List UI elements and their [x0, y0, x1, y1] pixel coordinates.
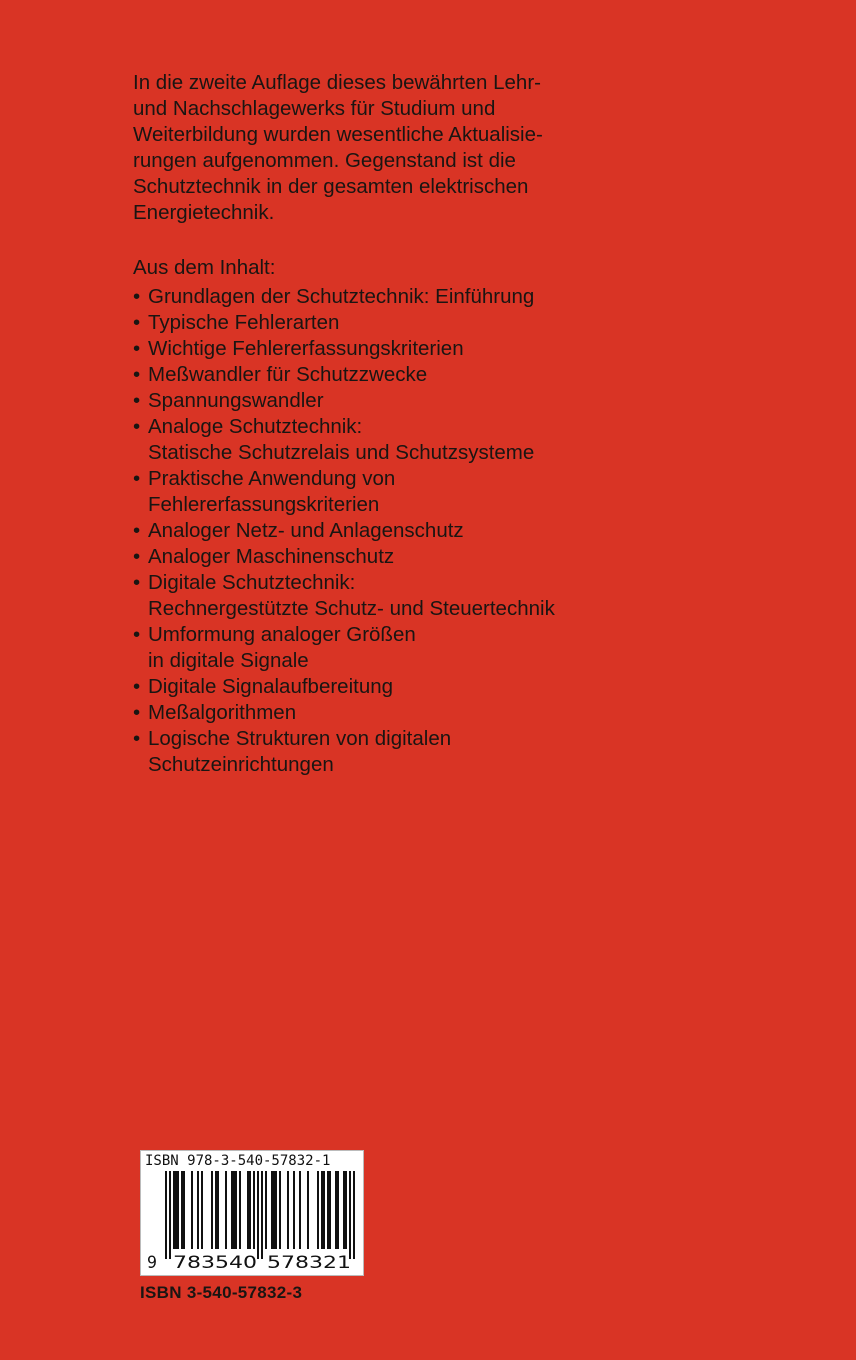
- barcode-bar: [323, 1171, 325, 1249]
- barcode-bar: [335, 1171, 337, 1249]
- contents-item-text: Fehlererfassungskriterien: [148, 493, 380, 516]
- barcode-bar: [173, 1171, 175, 1249]
- contents-item-text: Rechnergestützte Schutz- und Steuertechnik: [148, 597, 555, 620]
- contents-item: [133, 518, 555, 544]
- intro-line: rungen aufgenommen. Gegenstand ist die: [133, 149, 516, 172]
- contents-item: [133, 622, 555, 674]
- barcode-bar: [321, 1171, 323, 1249]
- barcode-bar: [257, 1171, 259, 1259]
- contents-item: [133, 414, 555, 466]
- contents-item-text: Digitale Schutztechnik:: [148, 571, 356, 594]
- barcode-bar: [253, 1171, 255, 1249]
- contents-item-text: Analoge Schutztechnik:: [148, 415, 363, 438]
- bullet-icon: •: [133, 571, 141, 594]
- barcode-bar: [197, 1171, 199, 1249]
- contents-item-text: Wichtige Fehlererfassungskriterien: [148, 337, 464, 360]
- barcode-bar: [239, 1171, 241, 1249]
- contents-item: [133, 336, 555, 362]
- bullet-icon: •: [133, 467, 141, 490]
- contents-item-text: in digitale Signale: [148, 649, 309, 672]
- bullet-icon: •: [133, 623, 141, 646]
- contents-item-text: Praktische Anwendung von: [148, 467, 396, 490]
- isbn-number: ISBN 3-540-57832-3: [140, 1283, 303, 1302]
- contents-item-text: Statische Schutzrelais und Schutzsysteme: [148, 441, 535, 464]
- contents-item-text: Umformung analoger Größen: [148, 623, 416, 646]
- contents-item-text: Meßalgorithmen: [148, 701, 297, 724]
- barcode-bar: [299, 1171, 301, 1249]
- contents-list: [133, 284, 555, 778]
- bullet-icon: •: [133, 285, 141, 308]
- barcode-bar: [353, 1171, 355, 1259]
- barcode-bar: [169, 1171, 171, 1259]
- intro-line: In die zweite Auflage dieses bewährten Lehr-: [133, 71, 541, 94]
- contents-item-text: Spannungswandler: [148, 389, 324, 412]
- bullet-icon: •: [133, 415, 141, 438]
- barcode-bar: [181, 1171, 183, 1249]
- barcode-bar: [287, 1171, 289, 1249]
- barcode-bar: [343, 1171, 345, 1249]
- barcode-bar: [247, 1171, 249, 1249]
- contents-item-text: Grundlagen der Schutztechnik: Einführung: [148, 285, 535, 308]
- contents-item-text: Logische Strukturen von digitalen: [148, 727, 452, 750]
- barcode-bar: [307, 1171, 309, 1249]
- barcode-bar: [165, 1171, 167, 1259]
- barcode-bar: [201, 1171, 203, 1249]
- intro-line: Energietechnik.: [133, 201, 275, 224]
- barcode-bar: [345, 1171, 347, 1249]
- intro-line: Schutztechnik in der gesamten elektrischen: [133, 175, 529, 198]
- barcode-digits: 9: [147, 1253, 157, 1273]
- bullet-icon: •: [133, 363, 141, 386]
- barcode-bar: [271, 1171, 273, 1249]
- bullet-icon: •: [133, 545, 141, 568]
- barcode-bar: [337, 1171, 339, 1249]
- intro-line: und Nachschlagewerks für Studium und: [133, 97, 496, 120]
- bullet-icon: •: [133, 389, 141, 412]
- contents-item-text: Digitale Signalaufbereitung: [148, 675, 394, 698]
- barcode: [140, 1150, 364, 1276]
- contents-item: [133, 310, 555, 336]
- barcode-bar: [317, 1171, 319, 1249]
- barcode-bar: [293, 1171, 295, 1249]
- barcode-bar: [231, 1171, 233, 1249]
- barcode-bars: [141, 1151, 363, 1275]
- bullet-icon: •: [133, 727, 141, 750]
- contents-item-text: Meßwandler für Schutzzwecke: [148, 363, 428, 386]
- bullet-icon: •: [133, 675, 141, 698]
- contents-item: [133, 700, 555, 726]
- contents-item: [133, 388, 555, 414]
- barcode-bar: [265, 1171, 267, 1249]
- barcode-bar: [183, 1171, 185, 1249]
- contents-item: [133, 570, 555, 622]
- barcode-digits: 578321: [267, 1253, 351, 1273]
- barcode-bar: [211, 1171, 213, 1249]
- barcode-bar: [233, 1171, 235, 1249]
- bullet-icon: •: [133, 311, 141, 334]
- contents-item-text: Schutzeinrichtungen: [148, 753, 334, 776]
- barcode-bar: [217, 1171, 219, 1249]
- barcode-bar: [235, 1171, 237, 1249]
- bullet-icon: •: [133, 701, 141, 724]
- intro-paragraph: [133, 70, 613, 226]
- contents-item-text: Analoger Netz- und Anlagenschutz: [148, 519, 464, 542]
- barcode-bar: [279, 1171, 281, 1249]
- barcode-bar: [261, 1171, 263, 1259]
- contents-item: [133, 674, 555, 700]
- contents-item: [133, 726, 555, 778]
- barcode-bar: [249, 1171, 251, 1249]
- barcode-bar: [177, 1171, 179, 1249]
- bullet-icon: •: [133, 337, 141, 360]
- contents-heading: Aus dem Inhalt:: [133, 256, 276, 279]
- contents-item: [133, 284, 555, 310]
- barcode-bar: [215, 1171, 217, 1249]
- barcode-bar: [175, 1171, 177, 1249]
- contents-item: [133, 466, 555, 518]
- barcode-bar: [327, 1171, 329, 1249]
- bullet-icon: •: [133, 519, 141, 542]
- contents-item: [133, 544, 555, 570]
- contents-item-text: Analoger Maschinenschutz: [148, 545, 395, 568]
- contents-item-text: Typische Fehlerarten: [148, 311, 340, 334]
- barcode-bar: [225, 1171, 227, 1249]
- barcode-bar: [191, 1171, 193, 1249]
- barcode-isbn-label: ISBN 978-3-540-57832-1: [145, 1153, 331, 1169]
- intro-line: Weiterbildung wurden wesentliche Aktualisie-: [133, 123, 543, 146]
- barcode-digits: 783540: [173, 1253, 257, 1273]
- contents-item: [133, 362, 555, 388]
- barcode-bar: [273, 1171, 275, 1249]
- barcode-bar: [329, 1171, 331, 1249]
- barcode-bar: [349, 1171, 351, 1259]
- barcode-bar: [275, 1171, 277, 1249]
